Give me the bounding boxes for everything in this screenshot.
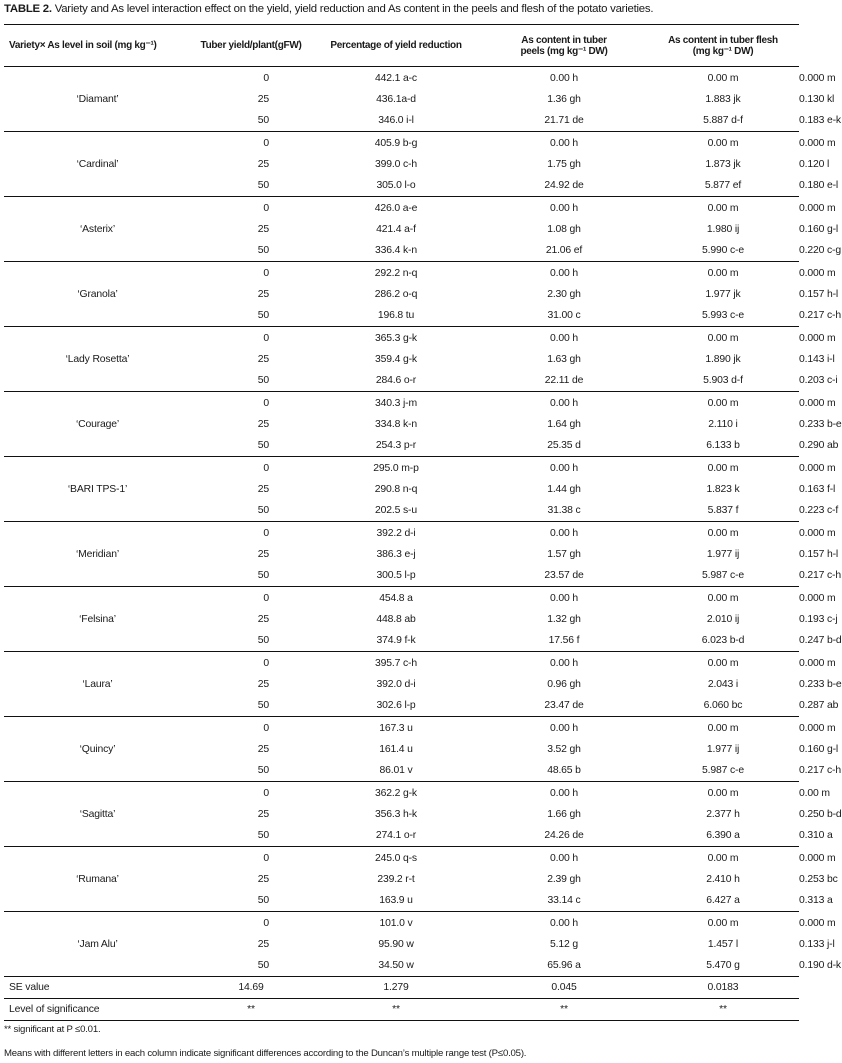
as-level-cell: 50 [257, 505, 269, 516]
reduction-cell: 0.00 h [550, 462, 578, 474]
table-row: ‘Quincy’ 0 167.3 u 0.00 h 0.00 m 0.000 m [4, 717, 799, 740]
table-row: 25 239.2 r-t 2.39 gh 2.410 h 0.253 bc [4, 869, 799, 890]
reduction-cell: 1.64 gh [547, 419, 581, 430]
variety-group [4, 587, 842, 652]
yield-cell: 436.1a-d [376, 94, 416, 105]
variety-name: ‘Felsina’ [79, 613, 116, 625]
summary-reduction-cell: 1.279 [311, 977, 481, 999]
yield-cell: 305.0 l-o [376, 180, 416, 191]
yield-cell: 359.4 g-k [375, 354, 417, 365]
as-level-cell: 0 [263, 202, 269, 214]
peel-as-cell: 2.377 h [706, 809, 740, 820]
table-row: 50 302.6 l-p 23.47 de 6.060 bc 0.287 ab [4, 695, 799, 717]
table-row: ‘Jam Alu’ 0 101.0 v 0.00 h 0.00 m 0.000 m [4, 912, 799, 935]
as-level-cell: 50 [257, 765, 269, 776]
yield-cell: 295.0 m-p [373, 462, 419, 474]
reduction-cell: 0.00 h [550, 722, 578, 734]
variety-group [4, 522, 841, 587]
table-row: ‘BARI TPS-1’ 0 295.0 m-p 0.00 h 0.00 m 0.000 m [4, 457, 799, 480]
variety-name: ‘Asterix’ [79, 223, 116, 235]
as-level-cell: 0 [263, 267, 269, 279]
reduction-cell: 1.32 gh [547, 614, 581, 625]
variety-name: ‘Meridian’ [76, 548, 119, 560]
peel-as-cell: 5.837 f [707, 505, 739, 516]
yield-cell: 95.90 w [378, 939, 414, 950]
table-row: 25 290.8 n-q 1.44 gh 1.823 k 0.163 f-l [4, 479, 799, 500]
yield-cell: 336.4 k-n [375, 245, 417, 256]
yield-cell: 374.9 f-k [376, 635, 416, 646]
reduction-cell: 1.08 gh [547, 224, 581, 235]
yield-cell: 284.6 o-r [375, 375, 417, 386]
variety-group [4, 327, 838, 392]
variety-group [4, 457, 839, 522]
peel-as-cell: 5.887 d-f [703, 115, 743, 126]
reduction-cell: 0.00 h [550, 852, 578, 864]
reduction-cell: 48.65 b [547, 765, 581, 776]
yield-cell: 239.2 r-t [377, 874, 415, 885]
reduction-cell: 3.52 gh [547, 744, 581, 755]
yield-cell: 292.2 n-q [374, 267, 418, 279]
table-row: 50 305.0 l-o 24.92 de 5.877 ef 0.180 e-l [4, 175, 799, 197]
table-row: 25 161.4 u 3.52 gh 1.977 ij 0.160 g-l [4, 739, 799, 760]
peel-as-cell: 5.987 c-e [702, 570, 744, 581]
footnote-duncan: Means with different letters in each column indicate significant differences according to the Duncan’s multiple range test (P≤0.05). [4, 1048, 527, 1059]
table-title: Variety and As level interaction effect on the yield, yield reduction and As content in the peels and flesh of the potato varieties. [51, 3, 654, 15]
yield-cell: 274.1 o-r [375, 830, 417, 841]
peel-as-cell: 6.427 a [706, 895, 740, 906]
variety-name: ‘Quincy’ [79, 743, 116, 755]
reduction-cell: 23.47 de [544, 700, 584, 711]
as-level-cell: 50 [257, 570, 269, 581]
as-level-cell: 25 [257, 939, 269, 950]
as-level-cell: 50 [257, 310, 269, 321]
as-level-cell: 50 [257, 895, 269, 906]
table-row: ‘Courage’ 0 340.3 j-m 0.00 h 0.00 m 0.000 m [4, 392, 799, 415]
reduction-cell: 1.75 gh [547, 159, 581, 170]
reduction-cell: 1.57 gh [547, 549, 581, 560]
table-row: ‘Cardinal’ 0 405.9 b-g 0.00 h 0.00 m 0.000 m [4, 132, 799, 155]
data-table [4, 24, 842, 1021]
table-caption [4, 2, 799, 16]
table-row: 50 274.1 o-r 24.26 de 6.390 a 0.310 a [4, 825, 799, 847]
peel-as-cell: 6.023 b-d [701, 635, 745, 646]
peel-as-cell: 0.00 m [707, 592, 739, 604]
reduction-cell: 1.63 gh [547, 354, 581, 365]
yield-cell: 101.0 v [379, 917, 413, 929]
as-level-cell: 0 [263, 787, 269, 799]
yield-cell: 286.2 o-q [374, 289, 418, 300]
reduction-cell: 0.00 h [550, 527, 578, 539]
yield-cell: 300.5 l-p [376, 570, 416, 581]
table-row: ‘Felsina’ 0 454.8 a 0.00 h 0.00 m 0.000 m [4, 587, 799, 610]
as-level-cell: 25 [257, 744, 269, 755]
peel-as-cell: 2.110 i [708, 419, 738, 430]
as-level-cell: 0 [263, 332, 269, 344]
variety-name: ‘Granola’ [77, 288, 118, 300]
as-level-cell: 25 [257, 289, 269, 300]
yield-cell: 167.3 u [379, 722, 413, 734]
reduction-cell: 0.96 gh [547, 679, 581, 690]
as-level-cell: 25 [257, 484, 269, 495]
variety-group [4, 262, 841, 327]
peel-as-cell: 2.410 h [706, 874, 740, 885]
summary-peel-cell: ** [481, 999, 647, 1021]
as-level-cell: 25 [257, 874, 269, 885]
as-level-cell: 50 [257, 700, 269, 711]
significance-row [4, 999, 799, 1021]
table-row: ‘Sagitta’ 0 362.2 g-k 0.00 h 0.00 m 0.00 m [4, 782, 799, 805]
table-row: 25 386.3 e-j 1.57 gh 1.977 ij 0.157 h-l [4, 544, 799, 565]
as-level-cell: 0 [263, 722, 269, 734]
as-level-cell: 0 [263, 852, 269, 864]
reduction-cell: 33.14 c [547, 895, 581, 906]
yield-cell: 392.0 d-i [376, 679, 416, 690]
variety-group [4, 197, 841, 262]
yield-cell: 254.3 p-r [375, 440, 417, 451]
peel-as-cell: 0.00 m [707, 462, 739, 474]
peel-as-cell: 0.00 m [707, 72, 739, 84]
reduction-cell: 24.92 de [544, 180, 584, 191]
variety-name: ‘Diamant’ [76, 93, 119, 105]
variety-group [4, 67, 841, 132]
table-row: ‘Granola’ 0 292.2 n-q 0.00 h 0.00 m 0.000 m [4, 262, 799, 285]
as-level-cell: 25 [257, 94, 269, 105]
table-label: TABLE 2. [4, 3, 52, 15]
yield-cell: 395.7 c-h [375, 657, 417, 669]
col-header-flesh: As content in tuber flesh (mg kg⁻¹ DW) [668, 34, 778, 57]
table-row: 50 163.9 u 33.14 c 6.427 a 0.313 a [4, 890, 799, 912]
variety-name: ‘Rumana’ [76, 873, 119, 885]
peel-as-cell: 0.00 m [707, 267, 739, 279]
reduction-cell: 24.26 de [544, 830, 584, 841]
variety-group [4, 717, 841, 782]
reduction-cell: 31.00 c [547, 310, 581, 321]
reduction-cell: 0.00 h [550, 72, 578, 84]
reduction-cell: 65.96 a [547, 960, 581, 971]
yield-cell: 161.4 u [379, 744, 413, 755]
peel-as-cell: 6.390 a [706, 830, 740, 841]
as-level-cell: 0 [263, 72, 269, 84]
yield-cell: 202.5 s-u [375, 505, 417, 516]
reduction-cell: 0.00 h [550, 917, 578, 929]
reduction-cell: 0.00 h [550, 332, 578, 344]
reduction-cell: 2.39 gh [547, 874, 581, 885]
yield-cell: 86.01 v [379, 765, 413, 776]
col-header-peel: As content in tuber peels (mg kg⁻¹ DW) [520, 34, 608, 57]
variety-group [4, 132, 839, 197]
peel-as-cell: 5.470 g [706, 960, 740, 971]
table-row: 50 374.9 f-k 17.56 f 6.023 b-d 0.247 b-d [4, 630, 799, 652]
yield-cell: 290.8 n-q [374, 484, 418, 495]
reduction-cell: 0.00 h [550, 202, 578, 214]
table-row: ‘Rumana’ 0 245.0 q-s 0.00 h 0.00 m 0.000 m [4, 847, 799, 870]
table-row: 50 202.5 s-u 31.38 c 5.837 f 0.223 c-f [4, 500, 799, 522]
yield-cell: 196.8 tu [377, 310, 415, 321]
reduction-cell: 5.12 g [550, 939, 578, 950]
yield-cell: 405.9 b-g [374, 137, 418, 149]
peel-as-cell: 6.133 b [706, 440, 740, 451]
peel-as-cell: 5.987 c-e [702, 765, 744, 776]
table-row: ‘Laura’ 0 395.7 c-h 0.00 h 0.00 m 0.000 m [4, 652, 799, 675]
footnote-significance: ** significant at P ≤0.01. [4, 1024, 101, 1035]
table-row: 50 300.5 l-p 23.57 de 5.987 c-e 0.217 c-h [4, 565, 799, 587]
peel-as-cell: 1.977 ij [706, 549, 740, 560]
peel-as-cell: 5.990 c-e [702, 245, 744, 256]
reduction-cell: 2.30 gh [547, 289, 581, 300]
peel-as-cell: 5.903 d-f [703, 375, 743, 386]
as-level-cell: 25 [257, 679, 269, 690]
yield-cell: 399.0 c-h [375, 159, 417, 170]
table-row: 50 196.8 tu 31.00 c 5.993 c-e 0.217 c-h [4, 305, 799, 327]
variety-name: ‘Laura’ [82, 678, 113, 690]
as-level-cell: 50 [257, 960, 269, 971]
peel-as-cell: 0.00 m [707, 332, 739, 344]
reduction-cell: 0.00 h [550, 137, 578, 149]
summary-reduction-cell: ** [311, 999, 481, 1021]
reduction-cell: 22.11 de [544, 375, 584, 386]
summary-yield-cell: ** [191, 999, 311, 1021]
yield-cell: 426.0 a-e [374, 202, 418, 214]
variety-group [4, 652, 842, 717]
as-level-cell: 25 [257, 809, 269, 820]
summary-flesh-cell: ** [647, 999, 799, 1021]
summary-peel-cell: 0.045 [481, 977, 647, 999]
reduction-cell: 17.56 f [548, 635, 580, 646]
peel-as-cell: 1.977 jk [705, 289, 741, 300]
reduction-cell: 31.38 c [547, 505, 581, 516]
reduction-cell: 0.00 h [550, 592, 578, 604]
yield-cell: 365.3 g-k [375, 332, 417, 344]
table-row: 25 356.3 h-k 1.66 gh 2.377 h 0.250 b-d [4, 804, 799, 825]
table-header [4, 25, 799, 67]
as-level-cell: 50 [257, 375, 269, 386]
as-level-cell: 25 [257, 549, 269, 560]
reduction-cell: 1.44 gh [547, 484, 581, 495]
as-level-cell: 25 [257, 224, 269, 235]
reduction-cell: 23.57 de [544, 570, 584, 581]
variety-group [4, 912, 841, 977]
summary-yield-cell: 14.69 [191, 977, 311, 999]
variety-name: ‘Sagitta’ [79, 808, 116, 820]
yield-cell: 386.3 e-j [376, 549, 416, 560]
as-level-cell: 50 [257, 115, 269, 126]
yield-cell: 356.3 h-k [375, 809, 417, 820]
yield-cell: 392.2 d-i [376, 527, 416, 539]
as-level-cell: 0 [263, 657, 269, 669]
table-row: 25 399.0 c-h 1.75 gh 1.873 jk 0.120 l [4, 154, 799, 175]
yield-cell: 34.50 w [378, 960, 414, 971]
yield-cell: 163.9 u [379, 895, 413, 906]
col-header-reduction: Percentage of yield reduction [330, 40, 462, 51]
table-summary [4, 977, 799, 1021]
table-row: 50 254.3 p-r 25.35 d 6.133 b 0.290 ab [4, 435, 799, 457]
table-row: 25 421.4 a-f 1.08 gh 1.980 ij 0.160 g-l [4, 219, 799, 240]
peel-as-cell: 6.060 bc [703, 700, 743, 711]
as-level-cell: 25 [257, 614, 269, 625]
table-row: 25 286.2 o-q 2.30 gh 1.977 jk 0.157 h-l [4, 284, 799, 305]
peel-as-cell: 1.977 ij [706, 744, 740, 755]
as-level-cell: 25 [257, 419, 269, 430]
table-row: ‘Lady Rosetta’ 0 365.3 g-k 0.00 h 0.00 m 0.000 m [4, 327, 799, 350]
as-level-cell: 0 [263, 462, 269, 474]
peel-as-cell: 0.00 m [707, 852, 739, 864]
peel-as-cell: 5.993 c-e [702, 310, 744, 321]
table-row: 25 392.0 d-i 0.96 gh 2.043 i 0.233 b-e [4, 674, 799, 695]
variety-group [4, 847, 838, 912]
peel-as-cell: 1.823 k [706, 484, 740, 495]
summary-label: Level of significance [4, 999, 191, 1021]
yield-cell: 340.3 j-m [375, 397, 417, 409]
reduction-cell: 25.35 d [547, 440, 581, 451]
as-level-cell: 0 [263, 137, 269, 149]
peel-as-cell: 1.883 jk [705, 94, 741, 105]
as-level-cell: 50 [257, 440, 269, 451]
table-row: ‘Meridian’ 0 392.2 d-i 0.00 h 0.00 m 0.000 m [4, 522, 799, 545]
yield-cell: 302.6 l-p [376, 700, 416, 711]
peel-as-cell: 2.043 i [707, 679, 739, 690]
as-level-cell: 0 [263, 592, 269, 604]
peel-as-cell: 0.00 m [707, 787, 739, 799]
reduction-cell: 0.00 h [550, 787, 578, 799]
peel-as-cell: 1.457 l [707, 939, 739, 950]
yield-cell: 442.1 a-c [375, 72, 417, 84]
variety-name: ‘Cardinal’ [76, 158, 119, 170]
as-level-cell: 25 [257, 354, 269, 365]
table-row: 50 86.01 v 48.65 b 5.987 c-e 0.217 c-h [4, 760, 799, 782]
variety-name: ‘Lady Rosetta’ [65, 353, 130, 365]
peel-as-cell: 0.00 m [707, 657, 739, 669]
table-row: 25 95.90 w 5.12 g 1.457 l 0.133 j-l [4, 934, 799, 955]
table-row: 50 34.50 w 65.96 a 5.470 g 0.190 d-k [4, 955, 799, 977]
col-header-variety: Variety× As level in soil (mg kg⁻¹) [9, 40, 157, 51]
peel-as-cell: 1.980 ij [706, 224, 740, 235]
as-level-cell: 50 [257, 635, 269, 646]
as-level-cell: 50 [257, 180, 269, 191]
table-row: 50 336.4 k-n 21.06 ef 5.990 c-e 0.220 c-g [4, 240, 799, 262]
variety-name: ‘Courage’ [75, 418, 120, 430]
table-row: 50 284.6 o-r 22.11 de 5.903 d-f 0.203 c-i [4, 370, 799, 392]
table-row: 50 346.0 i-l 21.71 de 5.887 d-f 0.183 e-k [4, 110, 799, 132]
as-level-cell: 25 [257, 159, 269, 170]
table-row: 25 448.8 ab 1.32 gh 2.010 ij 0.193 c-j [4, 609, 799, 630]
yield-cell: 421.4 a-f [376, 224, 416, 235]
as-level-cell: 0 [263, 397, 269, 409]
reduction-cell: 21.06 ef [545, 245, 583, 256]
variety-group [4, 782, 842, 847]
peel-as-cell: 1.873 jk [705, 159, 741, 170]
as-level-cell: 50 [257, 830, 269, 841]
yield-cell: 362.2 g-k [375, 787, 417, 799]
yield-cell: 448.8 ab [376, 614, 416, 625]
summary-label: SE value [4, 977, 191, 999]
peel-as-cell: 0.00 m [707, 202, 739, 214]
reduction-cell: 1.36 gh [547, 94, 581, 105]
variety-group [4, 392, 842, 457]
peel-as-cell: 1.890 jk [705, 354, 741, 365]
peel-as-cell: 0.00 m [707, 397, 739, 409]
variety-name: ‘BARI TPS-1’ [67, 483, 128, 495]
reduction-cell: 21.71 de [544, 115, 584, 126]
peel-as-cell: 2.010 ij [706, 614, 740, 625]
variety-name: ‘Jam Alu’ [77, 938, 118, 950]
yield-cell: 334.8 k-n [375, 419, 417, 430]
as-level-cell: 50 [257, 245, 269, 256]
summary-flesh-cell: 0.0183 [647, 977, 799, 999]
table-row: ‘Diamant’ 0 442.1 a-c 0.00 h 0.00 m 0.000 m [4, 67, 799, 90]
peel-as-cell: 0.00 m [707, 527, 739, 539]
peel-as-cell: 0.00 m [707, 917, 739, 929]
table-row: 25 359.4 g-k 1.63 gh 1.890 jk 0.143 i-l [4, 349, 799, 370]
reduction-cell: 0.00 h [550, 267, 578, 279]
as-level-cell: 0 [263, 917, 269, 929]
col-header-yield: Tuber yield/plant(gFW) [200, 40, 302, 51]
yield-cell: 245.0 q-s [375, 852, 417, 864]
yield-cell: 346.0 i-l [378, 115, 414, 126]
table-row: 25 334.8 k-n 1.64 gh 2.110 i 0.233 b-e [4, 414, 799, 435]
table-row: 25 436.1a-d 1.36 gh 1.883 jk 0.130 kl [4, 89, 799, 110]
reduction-cell: 1.66 gh [547, 809, 581, 820]
peel-as-cell: 0.00 m [707, 137, 739, 149]
reduction-cell: 0.00 h [550, 397, 578, 409]
peel-as-cell: 5.877 ef [704, 180, 742, 191]
as-level-cell: 0 [263, 527, 269, 539]
se-value-row [4, 977, 799, 999]
reduction-cell: 0.00 h [550, 657, 578, 669]
yield-cell: 454.8 a [379, 592, 413, 604]
table-row: ‘Asterix’ 0 426.0 a-e 0.00 h 0.00 m 0.000 m [4, 197, 799, 220]
peel-as-cell: 0.00 m [707, 722, 739, 734]
